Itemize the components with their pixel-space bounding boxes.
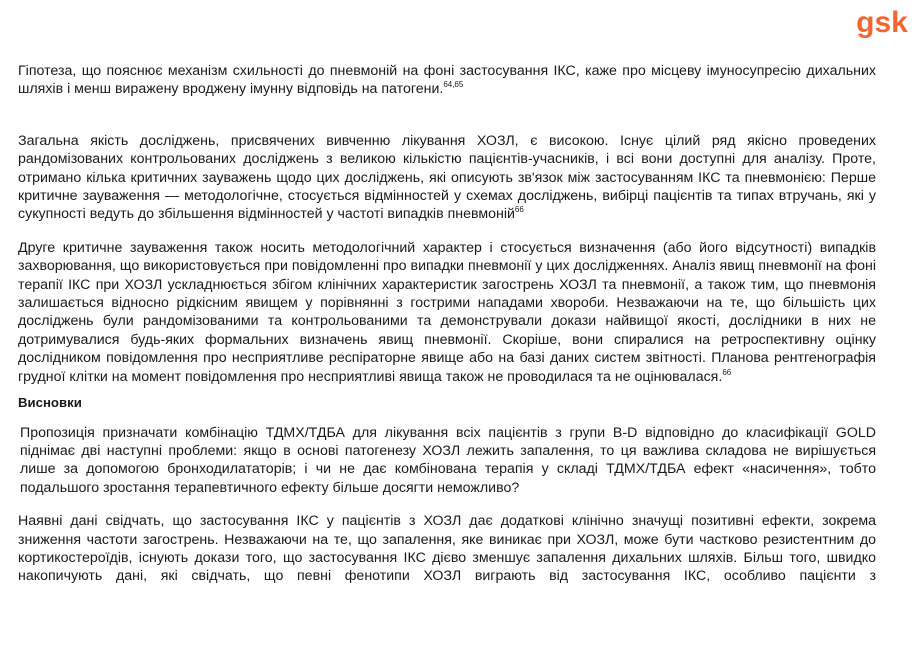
paragraph-ics-evidence: Наявні дані свідчать, що застосування ІКС у пацієнтів з ХОЗЛ дає додаткові клінічно значущі позитивні ефекти, зокрема зниження частоти загострень. Незважаючи на те, що запалення, яке виникає при ХОЗЛ, може бути частково резистентним до кортикостероїдів, існують докази того, що застосування ІКС дієво зменшує запалення дихальних шляхів. Більш того, швидко накопичують дані, які свідчать, що певні фенотипи ХОЗЛ виграють від застосування ІКС, особливо пацієнти з: [18, 513, 876, 585]
document-body: [18, 62, 876, 586]
section-heading-conclusions: Висновки: [18, 395, 82, 411]
gsk-logo: [852, 2, 912, 44]
paragraph-second-critique: Друге критичне зауваження також носить методологічний характер і стосується визначення (або його відсутності) випадків захворювання, що використовується при повідомленні про випадки пневмонії у цих дослідженнях. Аналіз явищ пневмонії на фоні терапії ІКС при ХОЗЛ ускладнюється збігом клінічних характеристик загострень ХОЗЛ та пневмонії, а також тим, що пневмонія залишається відносно рідкісним явищем у порівнянні з гострими нападами хвороби. Незважаючи на те, що більшість цих досліджень були рандомізованими та контрольованими та демонстрували докази найвищої якості, дослідники в них не дотримувалися будь-яких формальних визначень явищ пневмонії. Скоріше, вони спиралися на ретроспективну оцінку дослідником повідомлення про несприятливе респіраторне явище або на базі даних систем звітності. Планова рентгенографія грудної клітки на момент повідомлення про несприятливі явища також не проводилася та не оцінювалася.$^{66}$: [18, 239, 876, 385]
reference-superscript: 64,65: [443, 80, 464, 90]
logo-text: gsk: [856, 6, 908, 39]
reference-superscript: 66: [722, 367, 732, 377]
reference-superscript: 66: [514, 205, 524, 215]
paragraph-hypothesis: Гіпотеза, що пояснює механізм схильності до пневмоній на фоні застосування ІКС, каже про місцеву імуносупресію дихальних шляхів і менш виражену вроджену імунну відповідь на патогени.$^{64,65}$: [18, 63, 876, 98]
paragraph-study-quality: Загальна якість досліджень, присвячених вивченню лікування ХОЗЛ, є високою. Існує цілий ряд якісно проведених рандомізованих контрольованих досліджень з великою кількістю пацієнтів-учасників, і всі вони доступні для аналізу. Проте, отримано кілька критичних зауважень щодо цих досліджень, які описують зв'язок між застосуванням ІКС та пневмонією: Перше критичне зауваження — методологічне, стосується відмінностей у схемах досліджень, вибірці пацієнтів та типах втручань, які у сукупності ведуть до збільшення відмінностей у частоті випадків пневмоній$^{66}$: [18, 132, 876, 223]
paragraph-conclusion: Пропозиція призначати комбінацію ТДМХ/ТДБА для лікування всіх пацієнтів з групи B-D відповідно до класифікації GOLD піднімає дві наступні проблеми: якщо в основі патогенезу ХОЗЛ лежить запалення, то ця важлива складова не вирішується лише за допомогою бронходилататорів; і чи не дає комбінована терапія у складі ТДМХ/ТДБА ефект «насичення», тобто подальшого зростання терапевтичного ефекту більше досягти неможливо?: [20, 424, 876, 496]
